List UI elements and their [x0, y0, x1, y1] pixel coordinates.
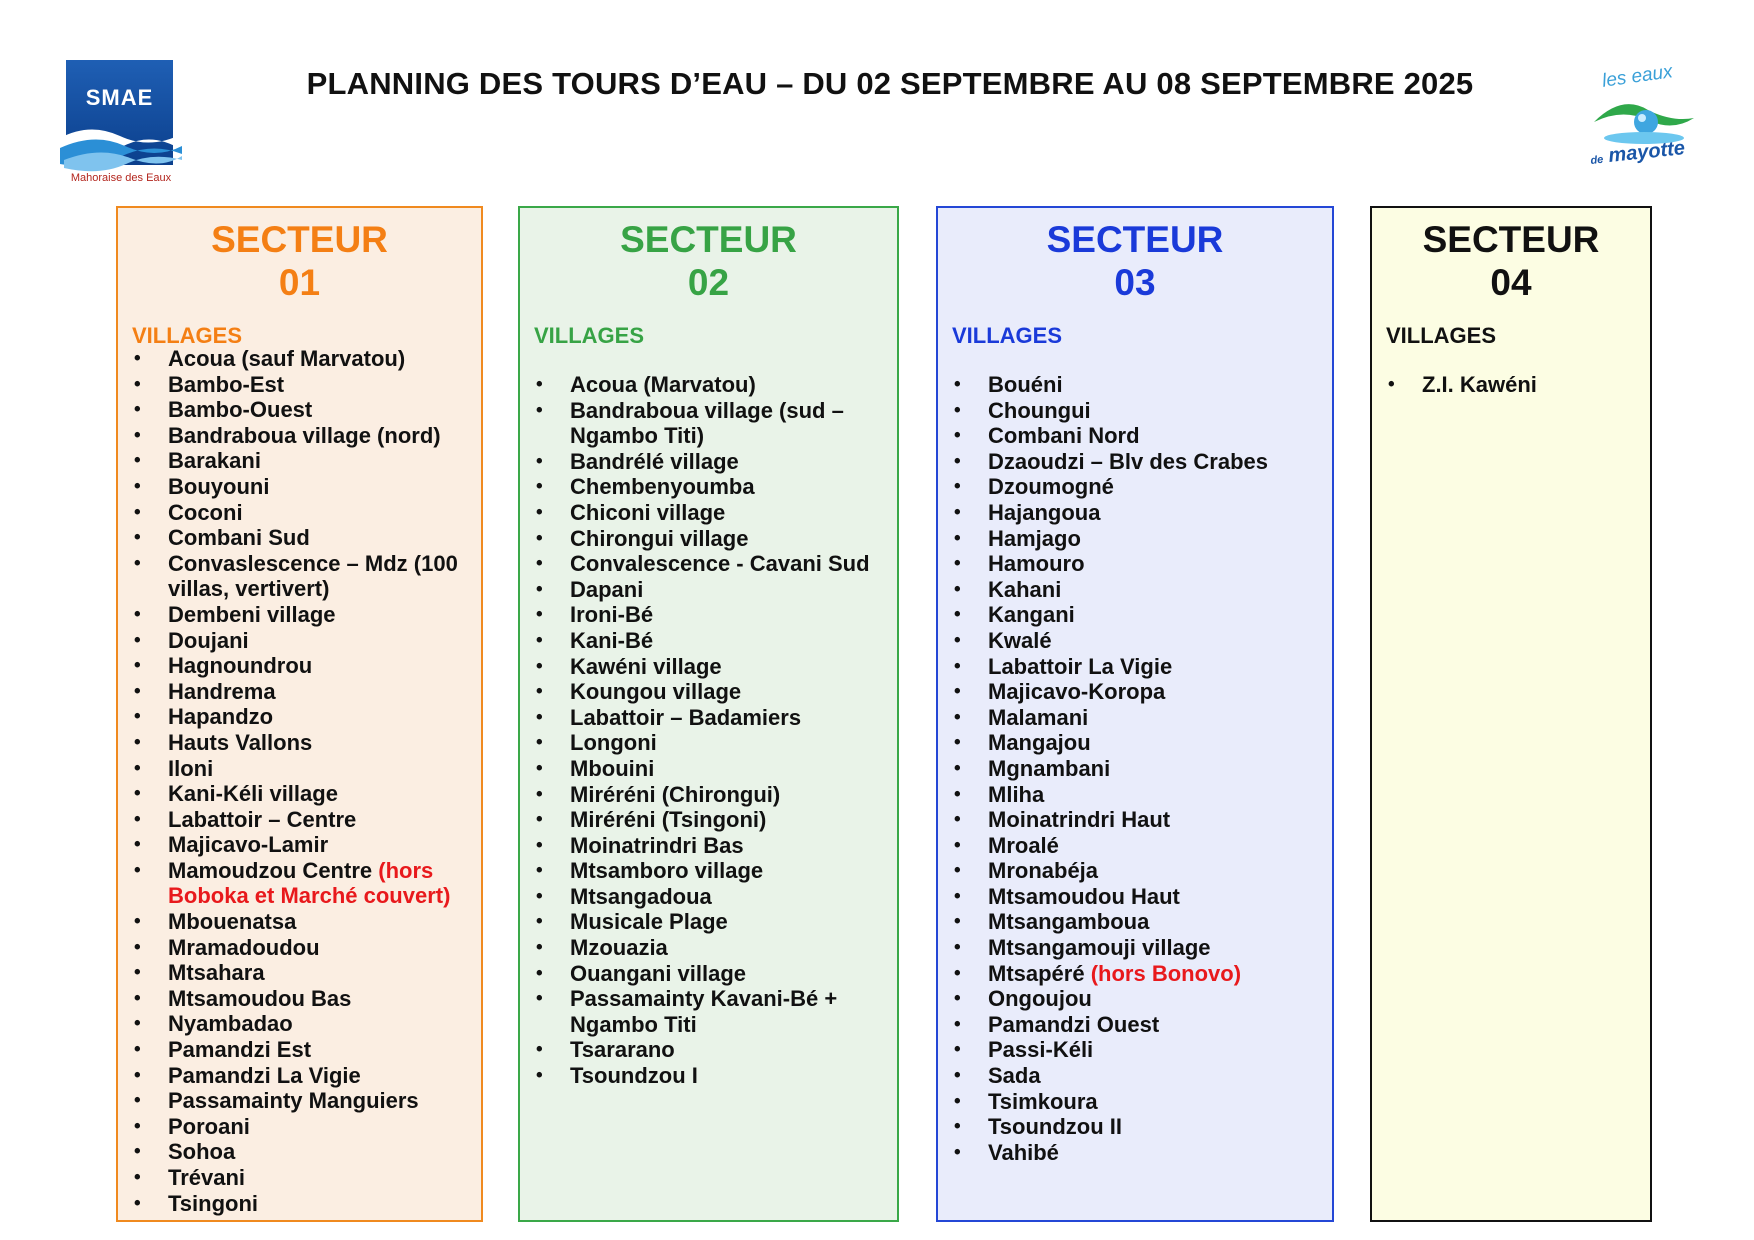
- village-list: [1386, 372, 1642, 398]
- eaux-de-mayotte-logo: [1588, 62, 1698, 172]
- village-name: Pamandzi La Vigie: [168, 1062, 361, 1088]
- village-name: Mtsangamboua: [988, 909, 1150, 935]
- village-name: Z.I. Kawéni: [1422, 372, 1537, 397]
- village-name: Musicale Plage: [570, 909, 728, 935]
- village-item: [952, 602, 1324, 628]
- village-item: [534, 935, 889, 961]
- village-item: [534, 909, 889, 935]
- village-item: [534, 500, 889, 526]
- village-item: [132, 858, 473, 909]
- village-name: Ouangani village: [570, 960, 747, 986]
- village-item: [952, 961, 1324, 987]
- village-item: [1386, 372, 1642, 398]
- village-name: Acoua (sauf Marvatou): [168, 346, 406, 371]
- village-item: [534, 807, 889, 833]
- village-item: [132, 423, 473, 449]
- village-name: Bambo-Est: [168, 371, 285, 397]
- village-item: [534, 730, 889, 756]
- village-name: Tsoundzou II: [988, 1114, 1123, 1140]
- village-item: [132, 679, 473, 705]
- village-name: Mzouazia: [570, 935, 668, 961]
- village-name: Majicavo-Koropa: [988, 679, 1166, 705]
- village-name: Mramadoudou: [168, 934, 320, 960]
- village-exception-note: (hors Boboka et Marché couvert): [168, 857, 451, 909]
- village-name: Chembenyoumba: [570, 474, 755, 500]
- village-name: Sohoa: [168, 1139, 236, 1165]
- village-item: [132, 756, 473, 782]
- village-item: [952, 577, 1324, 603]
- village-name: Combani Nord: [988, 423, 1140, 449]
- village-item: [132, 1037, 473, 1063]
- village-item: [132, 1165, 473, 1191]
- village-item: [952, 449, 1324, 475]
- village-item: [534, 372, 889, 398]
- secteur-03-heading: [938, 218, 1332, 304]
- village-item: [952, 833, 1324, 859]
- village-name: Bouéni: [988, 372, 1063, 397]
- village-item: [534, 474, 889, 500]
- village-name: Mronabéja: [988, 858, 1099, 884]
- village-item: [952, 628, 1324, 654]
- village-name: Tsararano: [570, 1037, 675, 1063]
- village-item: [534, 526, 889, 552]
- secteur-number: 01: [278, 262, 321, 303]
- page-title: PLANNING DES TOURS D’EAU – DU 02 SEPTEMBRE AU 08 SEPTEMBRE 2025: [306, 66, 1474, 101]
- villages-label: VILLAGES: [132, 323, 243, 348]
- secteur-number: 03: [1114, 262, 1156, 303]
- village-item: [132, 551, 473, 602]
- village-name: Chiconi village: [570, 499, 726, 525]
- village-item: [952, 372, 1324, 398]
- village-name: Miréréni (Tsingoni): [570, 807, 767, 833]
- village-item: [132, 781, 473, 807]
- village-item: [534, 551, 889, 577]
- village-item: [132, 372, 473, 398]
- village-name: Majicavo-Lamir: [168, 832, 329, 858]
- villages-label: VILLAGES: [952, 323, 1063, 348]
- village-item: [534, 705, 889, 731]
- village-name: Mtsapéré: [988, 960, 1085, 986]
- secteur-label: SECTEUR: [620, 219, 797, 260]
- village-item: [534, 679, 889, 705]
- secteur-04-heading: [1372, 218, 1650, 304]
- village-item: [132, 500, 473, 526]
- village-item: [534, 782, 889, 808]
- village-item: [952, 551, 1324, 577]
- village-name: Bambo-Ouest: [168, 397, 313, 423]
- village-name: Bandraboua village (sud – Ngambo Titi): [570, 397, 844, 449]
- village-name: Mliha: [988, 781, 1045, 807]
- village-name: Mangajou: [988, 730, 1091, 756]
- village-item: [952, 474, 1324, 500]
- village-item: [534, 961, 889, 987]
- village-item: [952, 986, 1324, 1012]
- village-item: [952, 807, 1324, 833]
- village-item: [132, 986, 473, 1012]
- village-name: Convaslescence – Mdz (100 villas, vertivert): [168, 550, 458, 602]
- village-item: [132, 602, 473, 628]
- smae-logo-text: SMAE: [85, 85, 154, 110]
- village-item: [132, 960, 473, 986]
- village-name: Tsingoni: [168, 1190, 259, 1216]
- secteur-02-heading: [520, 218, 897, 304]
- village-name: Pamandzi Ouest: [988, 1011, 1160, 1037]
- village-name: Poroani: [168, 1113, 250, 1139]
- village-name: Dzaoudzi – Blv des Crabes: [988, 448, 1268, 474]
- village-name: Dzoumogné: [988, 474, 1114, 500]
- secteur-label: SECTEUR: [1046, 219, 1224, 260]
- village-item: [132, 807, 473, 833]
- village-name: Coconi: [168, 499, 243, 525]
- village-name: Vahibé: [988, 1139, 1059, 1165]
- village-name: Kangani: [988, 602, 1075, 628]
- village-item: [534, 398, 889, 449]
- village-item: [132, 628, 473, 654]
- village-item: [132, 1139, 473, 1165]
- village-name: Miréréni (Chirongui): [570, 781, 781, 807]
- village-item: [132, 653, 473, 679]
- smae-logo: [60, 60, 182, 190]
- village-item: [952, 1140, 1324, 1166]
- secteur-01-panel: [116, 206, 483, 1222]
- secteur-01-heading: [118, 218, 481, 304]
- smae-logo-subtitle: Mahoraise des Eaux: [70, 172, 172, 184]
- secteur-number: 04: [1490, 262, 1532, 303]
- village-item: [132, 1191, 473, 1217]
- village-item: [952, 500, 1324, 526]
- village-item: [534, 833, 889, 859]
- village-item: [952, 526, 1324, 552]
- village-name: Hauts Vallons: [168, 729, 313, 755]
- village-item: [534, 756, 889, 782]
- village-name: Mbouenatsa: [168, 909, 297, 935]
- village-item: [952, 909, 1324, 935]
- village-name: Dembeni village: [168, 601, 336, 627]
- secteur-number: 02: [687, 262, 730, 303]
- village-name: Acoua (Marvatou): [570, 372, 756, 397]
- village-name: Mtsamoudou Bas: [168, 985, 352, 1011]
- village-name: Hamouro: [988, 551, 1085, 577]
- village-list: [534, 372, 889, 1089]
- village-item: [952, 858, 1324, 884]
- village-name: Mtsamoudou Haut: [988, 883, 1180, 909]
- village-name: Kawéni village: [570, 653, 722, 679]
- village-name: Bouyouni: [168, 473, 270, 499]
- village-name: Longoni: [570, 730, 657, 756]
- village-name: Labattoir La Vigie: [988, 653, 1173, 679]
- village-name: Mtsahara: [168, 960, 265, 986]
- village-item: [132, 832, 473, 858]
- village-item: [952, 423, 1324, 449]
- village-name: Mgnambani: [988, 755, 1111, 781]
- village-item: [534, 577, 889, 603]
- village-item: [534, 986, 889, 1037]
- village-item: [132, 397, 473, 423]
- village-name: Ongoujou: [988, 986, 1092, 1012]
- village-item: [132, 525, 473, 551]
- secteur-label: SECTEUR: [1422, 219, 1600, 260]
- village-list: [952, 372, 1324, 1165]
- village-name: Sada: [988, 1063, 1041, 1089]
- village-item: [534, 1037, 889, 1063]
- village-item: [952, 398, 1324, 424]
- village-name: Kwalé: [988, 627, 1052, 653]
- village-item: [132, 474, 473, 500]
- village-item: [534, 858, 889, 884]
- village-name: Hagnoundrou: [168, 653, 313, 679]
- village-name: Choungui: [988, 397, 1091, 423]
- village-item: [132, 935, 473, 961]
- village-item: [534, 602, 889, 628]
- secteur-03-panel: [936, 206, 1334, 1222]
- logo-name-text: mayotte: [1607, 137, 1686, 167]
- village-name: Chirongui village: [570, 525, 749, 551]
- village-item: [952, 884, 1324, 910]
- village-item: [952, 1114, 1324, 1140]
- village-item: [534, 628, 889, 654]
- village-item: [132, 730, 473, 756]
- village-name: Kani-Kéli village: [168, 781, 338, 807]
- villages-label: VILLAGES: [1386, 323, 1497, 348]
- village-exception-note: (hors Bonovo): [1090, 960, 1242, 986]
- village-item: [534, 449, 889, 475]
- village-name: Handrema: [168, 678, 276, 704]
- village-name: Kahani: [988, 576, 1062, 602]
- village-name: Doujani: [168, 627, 249, 653]
- village-item: [534, 1063, 889, 1089]
- village-item: [952, 782, 1324, 808]
- village-name: Koungou village: [570, 679, 742, 705]
- secteur-04-panel: [1370, 206, 1652, 1222]
- village-name: Mroalé: [988, 832, 1059, 858]
- village-name: Barakani: [168, 448, 261, 474]
- village-item: [132, 1063, 473, 1089]
- village-name: Moinatrindri Bas: [570, 832, 744, 858]
- village-item: [952, 705, 1324, 731]
- village-item: [952, 730, 1324, 756]
- village-item: [132, 1114, 473, 1140]
- village-name: Bandraboua village (nord): [168, 422, 441, 448]
- village-item: [952, 679, 1324, 705]
- village-item: [132, 448, 473, 474]
- village-name: Nyambadao: [168, 1011, 293, 1037]
- village-item: [952, 935, 1324, 961]
- village-name: Mbouini: [570, 755, 655, 781]
- village-name: Kani-Bé: [570, 627, 654, 653]
- village-item: [952, 1063, 1324, 1089]
- village-name: Trévani: [168, 1165, 246, 1190]
- village-item: [952, 1012, 1324, 1038]
- village-name: Tsoundzou I: [570, 1063, 698, 1089]
- village-name: Ironi-Bé: [570, 602, 654, 628]
- village-name: Labattoir – Centre: [168, 806, 357, 832]
- village-item: [132, 1088, 473, 1114]
- logo-top-text: les eaux: [1600, 61, 1674, 92]
- village-name: Tsimkoura: [988, 1088, 1098, 1114]
- secteur-02-panel: [518, 206, 899, 1222]
- village-name: Mtsangadoua: [570, 883, 712, 909]
- village-item: [952, 756, 1324, 782]
- village-name: Mtsamboro village: [570, 858, 764, 884]
- village-name: Convalescence - Cavani Sud: [570, 551, 870, 577]
- village-item: [952, 1037, 1324, 1063]
- village-name: Hamjago: [988, 525, 1081, 551]
- village-item: [534, 884, 889, 910]
- village-name: Labattoir – Badamiers: [570, 704, 802, 730]
- village-name: Iloni: [168, 755, 214, 781]
- village-name: Passi-Kéli: [988, 1037, 1094, 1063]
- village-list: [132, 346, 473, 1216]
- village-item: [132, 704, 473, 730]
- village-name: Dapani: [570, 576, 644, 602]
- village-name: Passamainty Kavani-Bé + Ngambo Titi: [570, 986, 838, 1037]
- logo-prefix-text: de: [1589, 153, 1604, 167]
- village-item: [132, 346, 473, 372]
- village-name: Combani Sud: [168, 525, 310, 551]
- village-item: [132, 1011, 473, 1037]
- village-name: Bandrélé village: [570, 448, 739, 474]
- village-name: Mtsangamouji village: [988, 935, 1211, 961]
- secteur-label: SECTEUR: [211, 219, 388, 260]
- village-name: Hapandzo: [168, 704, 274, 730]
- village-name: Mamoudzou Centre: [168, 857, 373, 883]
- village-name: Moinatrindri Haut: [988, 807, 1171, 833]
- village-item: [534, 654, 889, 680]
- village-item: [952, 654, 1324, 680]
- village-name: Pamandzi Est: [168, 1037, 312, 1063]
- wave-icon: [60, 120, 182, 172]
- village-name: Passamainty Manguiers: [168, 1088, 419, 1114]
- village-item: [132, 909, 473, 935]
- village-item: [952, 1089, 1324, 1115]
- village-name: Hajangoua: [988, 499, 1101, 525]
- villages-label: VILLAGES: [534, 323, 645, 348]
- village-name: Malamani: [988, 704, 1089, 730]
